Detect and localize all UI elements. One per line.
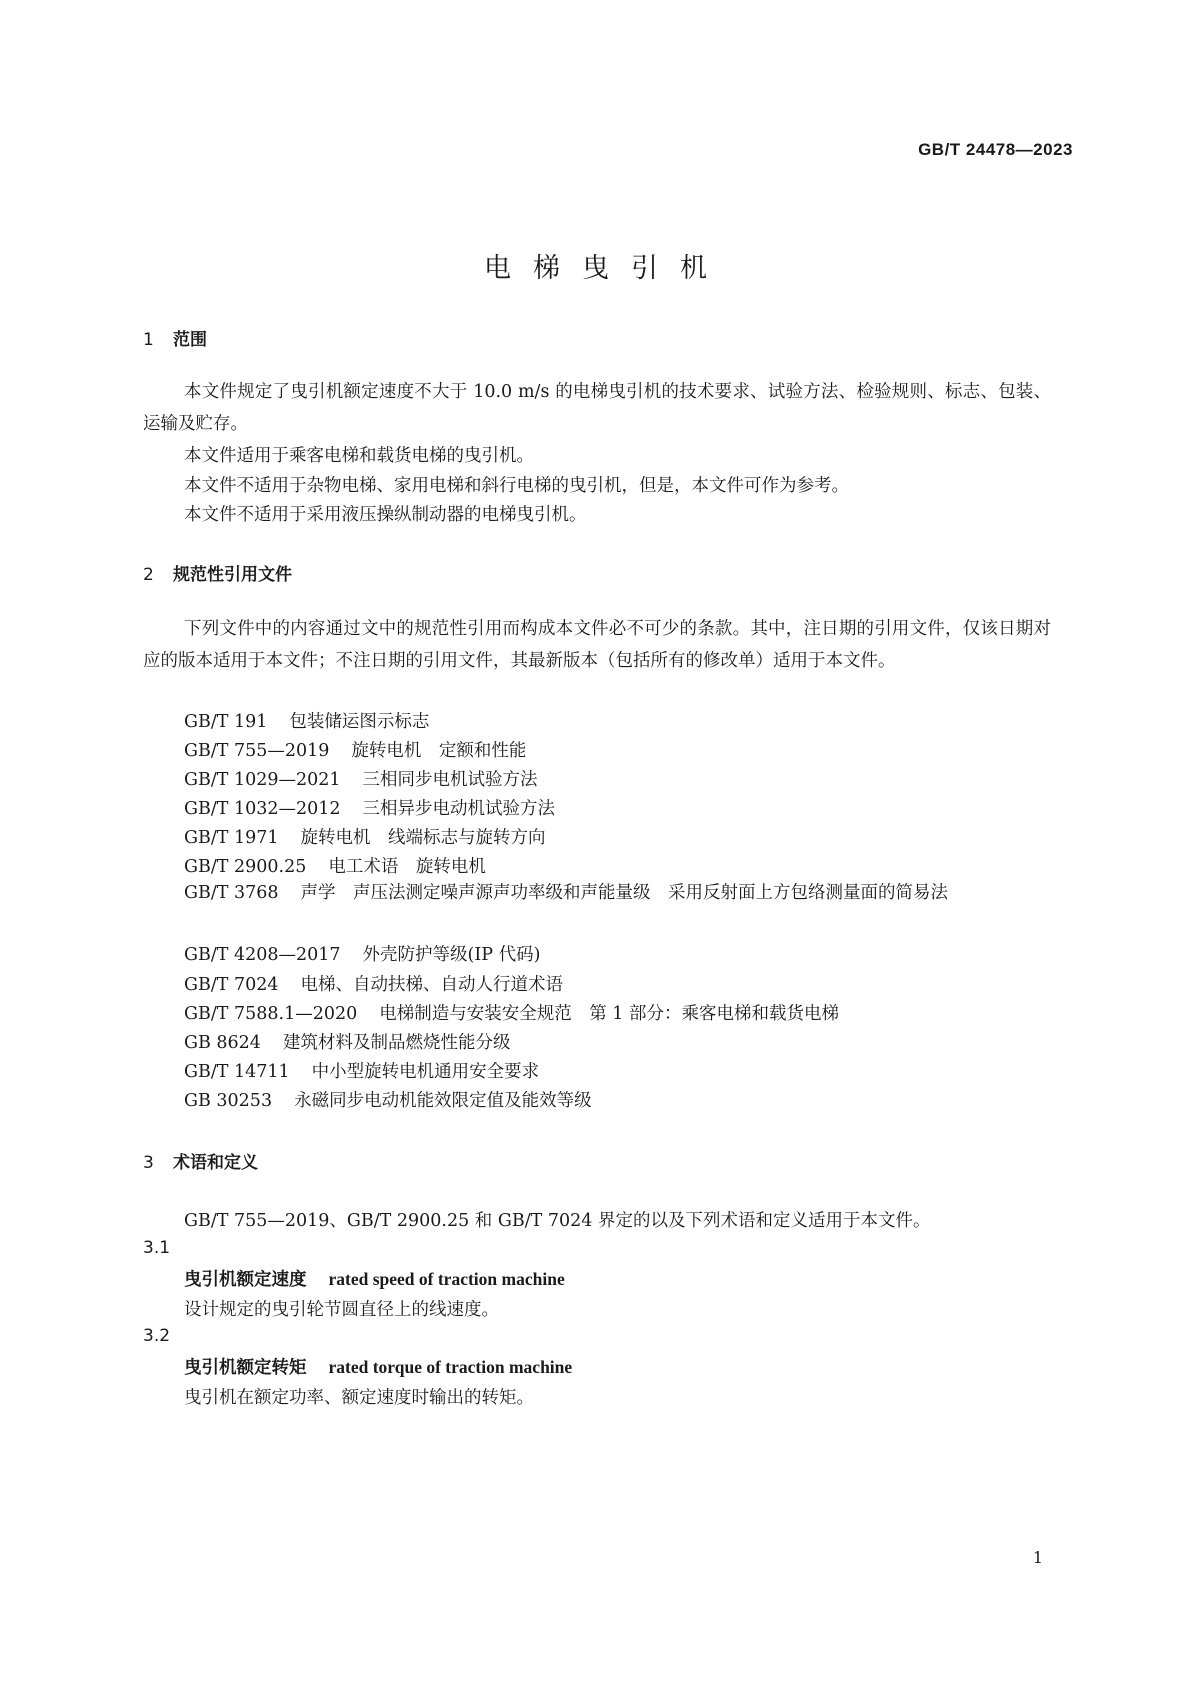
normative-refs-intro: 下列文件中的内容通过文中的规范性引用而构成本文件必不可少的条款。其中，注日期的引用文件，仅该日期对应的版本适用于本文件；不注日期的引用文件，其最新版本（包括所有的修改单）适用于本文件。 (143, 619, 1051, 671)
reference-item: GB/T 1029—2021 三相同步电机试验方法 (184, 770, 538, 790)
reference-item: GB/T 2900.25 电工术语 旋转电机 (184, 857, 486, 877)
reference-item: GB/T 7588.1—2020 电梯制造与安装安全规范 第 1 部分：乘客电梯和载货电梯 (184, 1004, 840, 1024)
reference-item: GB/T 1032—2012 三相异步电动机试验方法 (184, 799, 556, 819)
section-heading-scope (143, 325, 207, 350)
term-name: 曳引机额定转矩 rated torque of traction machine (184, 1357, 573, 1378)
section-number: 3 (143, 1153, 154, 1173)
term-definition: 曳引机在额定功率、额定速度时输出的转矩。 (184, 1388, 534, 1408)
term-name: 曳引机额定速度 rated speed of traction machine (184, 1269, 565, 1290)
standard-code: GB/T 24478—2023 (918, 140, 1073, 159)
scope-paragraph: 本文件规定了曳引机额定速度不大于 10.0 m/s 的电梯曳引机的技术要求、试验方法、检验规则、标志、包装、运输及贮存。 (143, 382, 1051, 434)
scope-paragraph: 本文件适用于乘客电梯和载货电梯的曳引机。 (184, 446, 534, 466)
reference-item: GB/T 1971 旋转电机 线端标志与旋转方向 (184, 828, 546, 848)
reference-item: GB/T 191 包装储运图示标志 (184, 712, 430, 732)
scope-paragraph: 本文件不适用于采用液压操纵制动器的电梯曳引机。 (184, 505, 587, 525)
terms-intro: GB/T 755—2019、GB/T 2900.25 和 GB/T 7024 界定的以及下列术语和定义适用于本文件。 (184, 1211, 931, 1231)
reference-item: GB 30253 永磁同步电动机能效限定值及能效等级 (184, 1091, 592, 1111)
section-heading-terms (143, 1148, 258, 1173)
section-number: 1 (143, 330, 154, 350)
reference-item: GB/T 7024 电梯、自动扶梯、自动人行道术语 (184, 975, 564, 995)
scope-paragraph: 本文件不适用于杂物电梯、家用电梯和斜行电梯的曳引机，但是，本文件可作为参考。 (184, 476, 849, 496)
term-number: 3.2 (143, 1326, 171, 1346)
document-title: 电梯曳引机 (484, 253, 729, 284)
term-number: 3.1 (143, 1238, 171, 1258)
section-number: 2 (143, 565, 154, 585)
reference-item: GB 8624 建筑材料及制品燃烧性能分级 (184, 1033, 511, 1053)
reference-item: GB/T 4208—2017 外壳防护等级(IP 代码) (184, 945, 541, 965)
page-number: 1 (1032, 1548, 1043, 1567)
section-heading-normative-refs (143, 560, 292, 585)
section-title: 范围 (173, 330, 207, 350)
reference-item: GB/T 3768 声学 声压法测定噪声源声功率级和声能量级 采用反射面上方包络测量面的简易法 (184, 883, 949, 903)
reference-item: GB/T 14711 中小型旋转电机通用安全要求 (184, 1062, 540, 1082)
section-title: 规范性引用文件 (173, 565, 292, 585)
section-title: 术语和定义 (173, 1153, 258, 1173)
term-definition: 设计规定的曳引轮节圆直径上的线速度。 (184, 1300, 499, 1320)
reference-item: GB/T 755—2019 旋转电机 定额和性能 (184, 741, 527, 761)
